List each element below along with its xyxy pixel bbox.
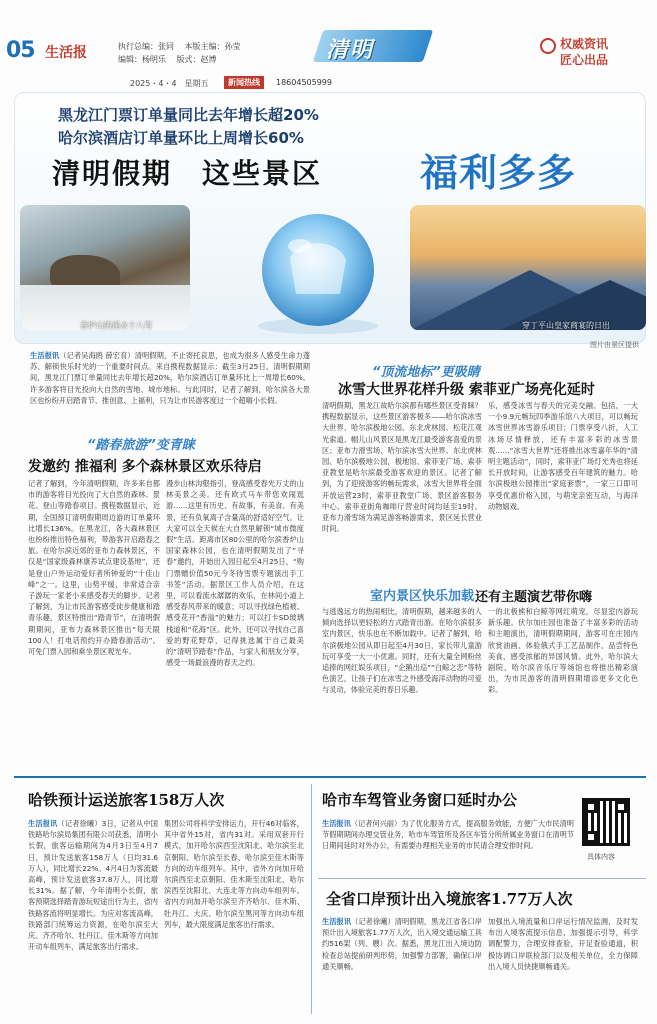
qr-code-icon[interactable] [582, 798, 630, 846]
story6-headline: 全省口岸预计出入境旅客1.77万人次 [326, 890, 573, 908]
story4-column-a [28, 818, 158, 1018]
caption-right: 穿丁平山皇家商宴的日出 [522, 321, 610, 330]
story2-column-a: 清明假期，黑龙江故哈尔滨都有哪些景区受青睐？携程数据显示，这些景区游客极多——哈尔滨冰雪大世界、哈尔滨极地公园、东北虎林园、松花江观光索道、帽儿山风景区是黑龙江最受游客喜爱的景区；亚布力滑雪场、哈尔滨冰雪大世界、东北虎林园、哈尔滨极地公园，极地馆、索菲亚广场、索菲亚教堂是哈尔滨最受游客欢迎的景区。记者了解到，为了迎接游客的畅玩需求，冰雪大世界将全面开放运营23时，索菲亚教堂广场、景区游客服务中心、索菲亚街角咖啡厅营业时间均延至19时。亚布力滑雪场为满足游客畅游需求，景区延长营业时间。 [322, 401, 482, 534]
story6-column-a [322, 916, 482, 1016]
column-divider [311, 784, 312, 1014]
credit-layout: 版式：赵博 [176, 55, 217, 64]
section-title: 清明 [326, 38, 375, 63]
qr-corner-top-right [615, 801, 627, 813]
slogan-line-1: 权威资讯 [560, 37, 609, 51]
ice-sphere-illustration [228, 198, 408, 338]
caption-left: 香炉山的溪水十八弯 [80, 321, 152, 330]
credit-chief-editor: 本版主编：孙莹 [184, 42, 241, 51]
lead-paragraph [30, 350, 310, 422]
story3-headline: 还有主题演艺带你嗨 [475, 590, 593, 605]
feature-subhead-1: 黑龙江门票订单量同比去年增长超20% [58, 106, 319, 124]
story3-column-b: 一的北极熊和白鲸等网红萌宠，尽显室内游玩新乐趣。伏尔加庄园也准备了丰富多彩的活动和主题演出，清明假期期间，游客可在庄园内欣赏油画、体验俄式手工艺品制作、品尝特色美食，感受浓郁的异国风情。此外，哈尔滨大剧院、哈尔滨音乐厅等场馆也将推出精彩演出，为市民游客的清明假期增添更多文化色彩。 [488, 607, 638, 695]
story5-headline: 哈市车驾管业务窗口延时办公 [322, 791, 518, 809]
credits [118, 40, 249, 66]
story5-text: （记者何兴丽）为了优化服务方式，提高服务效能，方便广大市民清明节假期期间办理交管业务，哈市车驾管所及各区车管分所所属业务窗口在清明节日期间延时对外办公，有需要办理相关业务的市民请合理安排时间。 [322, 819, 574, 851]
story6-label: 生活报讯 [322, 917, 352, 926]
story6-text-a: （记者徐曦）清明假期，黑龙江省各口岸预计出入境旅客1.77万人次，出入境交通运输工具约516架（列、艘）次。据悉，黑龙江出入境边防检查总站提前研判形势，加强警力部署，确保口岸通关顺畅。 [322, 917, 482, 971]
story1-headline: 发邀约 推福利 多个森林景区欢乐待启 [28, 459, 262, 475]
lead-text: （记者吴海鸥 薛宏育）清明假期，不止寄托哀思，也成为很多人感受生命力蓬苏、解锁快乐时光的一个重要时间点。来自携程数据显示：截至3月25日，清明假期期间，黑龙江门票订单量同比去年增长超20%，哈尔滨酒店订单量环比上一周增长60%。许多游客将目光投向大自然的雪地、城市地标。与此同时，记者了解到，哈尔滨各大景区也纷纷开启踏青节、推创意、上福利，只为让市民游客度过一个超嗨小长假。 [30, 351, 310, 405]
qr-corner-top-left [585, 801, 597, 813]
story4-headline: 哈铁预计运送旅客158万人次 [28, 791, 225, 809]
slogan-line-2: 匠心出品 [560, 53, 609, 67]
credit-exec-editor: 执行总编：张同 [118, 42, 174, 51]
feature-headline-highlight: 福利多多 [420, 150, 577, 195]
lead-label: 生活报讯 [30, 351, 60, 360]
credit-editor: 编辑：杨明乐 [118, 55, 166, 64]
story5-label: 生活报讯 [322, 819, 351, 828]
story3-kicker: 室内景区快乐加载 [370, 589, 475, 604]
photo-sunrise-mountain [410, 205, 646, 330]
story-divider [318, 878, 646, 879]
dateline: 2025・4・4 星期五 [130, 79, 209, 88]
qr-corner-bottom-left [585, 831, 597, 843]
masthead [0, 0, 657, 88]
story6-column-b: 加强出入境流量和口岸运行情况监测，及时发布出入境客流提示信息，加强提示引导，科学调配警力，合理安排查验，开足查验通道，积极协调口岸联检部门以及相关单位，全力保障出入境人员快捷顺畅通关。 [488, 917, 638, 971]
story1-kicker: “踏春旅游”变青睐 [87, 438, 195, 453]
page-number: 05 [6, 38, 35, 63]
slogan [560, 36, 608, 68]
paper-name: 生活报 [45, 45, 87, 61]
slogan-seal-icon [540, 38, 556, 54]
qr-caption: 具体内容 [587, 853, 615, 861]
feature-headline: 清明假期 这些景区 [52, 157, 323, 190]
hotline-label: 新闻热线 [224, 76, 264, 89]
feature-subhead-2: 哈尔滨酒店订单量环比上周增长60% [58, 129, 304, 147]
story2-headline: 冰雪大世界花样升级 索菲亚广场亮化延时 [338, 382, 595, 398]
photo-stream-snow [20, 205, 190, 330]
story4-column-b: 集团公司将科学安排运力，开行46对临客，其中省外15对，省内31对。采用双套开行模式，加开哈尔滨西至沈阳北、哈尔滨至北京朝阳、哈尔滨至长春、哈尔滨至佳木斯等方向的动车组列车。其中，省外方向加开哈尔滨西至北京朝阳、佳木斯至沈阳北、哈尔滨西至沈阳北、大连北等方向动车组列车。省内方向加开哈尔滨至齐齐哈尔、佳木斯、牡丹江、大庆、哈尔滨至黑河等方向动车组列车，最大限度满足旅客出行需求。 [164, 819, 304, 929]
story2-kicker: “顶流地标”更吸睛 [372, 365, 480, 380]
photo-credit: 图片由景区提供 [590, 341, 639, 349]
story4-label: 生活报讯 [28, 819, 58, 828]
story4-text-a: （记者徐曦）3日，记者从中国铁路哈尔滨局集团有限公司获悉，清明小长假，旅客运输期间为4月3日至4月7日，预计发送旅客158万人（日均31.6万人），同比增长22%。4月4日为客流最高峰，预计发送旅客37.8万人，同比增长31%。据了解，今年清明小长假，旅客预期选择踏青游玩短途出行为主，省内铁路客流将明显增长。为应对客流高峰，铁路部门统筹运力资源，在哈尔滨至大庆、齐齐哈尔、牡丹江、佳木斯等方向加开动车组列车，满足旅客出行需求。 [28, 819, 158, 952]
story5-body [322, 818, 574, 874]
story1-column-b: 漫步山林沟壑指引，登高感受春光万丈的山林美景之美。还有欧式马车带您欢闹逛游……这里有历史、有故事，有美食、有美景，还有负氧离子含量高的舒适好空气。让大家可以全天候在大自然里解锁“城市微度假”生活。距离市区80公里的哈尔滨香炉山国家森林公园，也在清明假期发出了“寻春”邀约，开始出入园日起至4月25日，“购门票赠价值50元今冬待雪票专题演出手工书签”活动。据景区工作人员介绍，在这里，可以看流水潺潺的欢乐，在林间小道上感受春风带来的暖意；可以寻找绿色植被、感受花开“香溢”的魅力；可以打卡SD玻璃栈道和“花海”区。此外，还可以寻找自己喜爱的野花野草，记得挑选属于自己最美的“清明节踏春”作品，与家人和朋友分享，感受一场最浪漫的春天之约。 [166, 479, 304, 668]
story3-column-a: 与逃逸远方的热闹相比，清明假期，越来越多的人倾向选择以更轻松的方式踏青出游。在哈尔滨很多室内景区，快乐也在不断加载中。记者了解到，哈尔滨极地公园从即日起至4月30日，家长带儿童游玩可享受一大一小优惠。同时，还有大量全网粉丝追捧的网红娱乐项目，“企鹅出巡”“白鲸之恋”等特色演艺，让孩子们在冰雪之外感受海洋动物的可爱与灵动，体验完美的春日乐趣。 [322, 607, 482, 695]
story1-column-a: 记者了解到，今年清明假期，许多来自都市的游客将目光投向了大自然的森林、景花、登山等踏春项目。携程数据显示，近期，全国预订清明假期周边游的订单量环比增长136%。在黑龙江，各大森林景区也纷纷推出特色福利，带游客开启踏春之旅。在哈尔滨近郊的亚布力森林景区，不仅是“国家级森林康养试点建设基地”，还是登山户外运动爱好者所钟爱的“十佳山峰”之一。这里，山势平缓，非常适合亲子游玩一家老小来感受春天的脚步。记者了解到，为让市民游客感受徒步健康和踏青乐趣，景区特推出“踏青节”，在清明假期期间，亚布力森林景区推出“每天限100人！打电话预约开办踏春游活动”。可免门票入园和乘坐景区观光车。 [28, 479, 160, 657]
hotline-number: 18604505999 [276, 78, 332, 87]
story2-column-b: 乐，感受冰雪与春天的完美交融。包括，一大一小9.9元畅玩四季游乐馆八大项目，可以畅玩冰雪世界冰雪游乐项目；门票享受八折，人工冰场尽情释放，还有丰富多彩的冰雪景观……“冰雪大世界”还将推出冰雪嘉年华的“清明主题活动”，同时，索菲亚广场灯光秀也将延长开放时间，让游客感受百年建筑的魅力。哈尔滨极地公园推出“家庭套票”，一家三口即可享受优惠价格入园，与萌宠亲密互动，与海洋动物嬉戏。 [488, 401, 638, 511]
section-divider [14, 776, 646, 778]
